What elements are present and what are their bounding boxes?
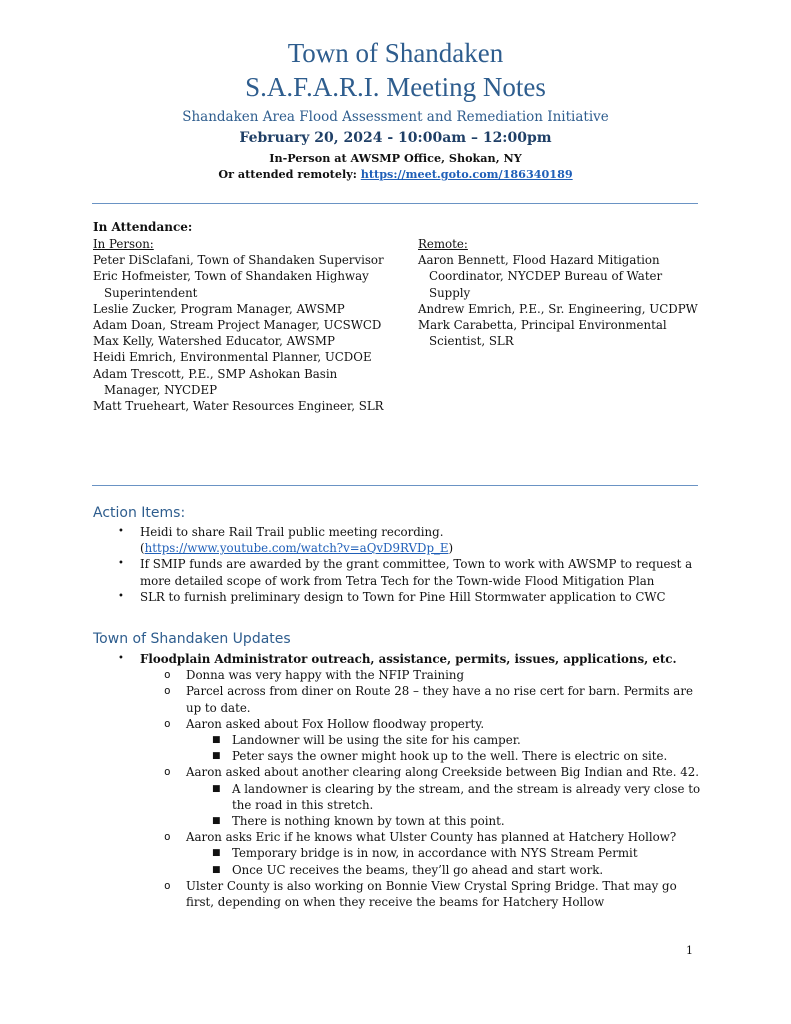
remote-label: Remote: [418,237,468,251]
hollow-bullet-icon: o [164,716,171,730]
document-title-line1: Town of Shandaken [287,38,504,68]
hollow-bullet-icon: o [164,765,171,779]
attendee: Matt Trueheart, Water Resources Engineer, SLR [93,399,384,414]
updates-heading: Town of Shandaken Updates [93,631,291,647]
attendee: Mark Carabetta, Principal Environmental Scientist, SLR [418,318,667,349]
square-bullet-icon: ■ [212,816,221,827]
attendee: Adam Trescott, P.E., SMP Ashokan Basin Manager, NYCDEP [93,366,338,397]
square-bullet-icon: ■ [212,848,221,859]
remote-prefix: Or attended remotely: [218,167,361,181]
divider-middle [92,485,698,486]
page-number: 1 [686,944,693,957]
document-subtitle: Shandaken Area Flood Assessment and Remediation Initiative [182,109,609,125]
hollow-bullet-icon: o [164,830,171,844]
bullet-icon: • [118,653,124,664]
update-subitem: o Donna was very happy with the NFIP Training [164,668,465,683]
bullet-icon: • [118,526,124,537]
update-topic: • Floodplain Administrator outreach, assistance, permits, issues, applications, etc. [118,652,677,666]
attendee: Max Kelly, Watershed Educator, AWSMP [93,334,335,349]
update-subitem: o Parcel across from diner on Route 28 – they have a no rise cert for barn. Permits are up to date. [164,684,693,715]
square-bullet-icon: ■ [212,783,221,794]
hollow-bullet-icon: o [164,878,171,892]
action-items-heading: Action Items: [93,505,186,521]
square-bullet-icon: ■ [212,864,221,875]
remote-meeting-link[interactable]: https://meet.goto.com/186340189 [360,167,573,181]
update-subitem: o Aaron asked about another clearing along Creekside between Big Indian and Rte. 42. [164,765,699,780]
hollow-bullet-icon: o [164,668,171,682]
attendee: Heidi Emrich, Environmental Planner, UCDOE [93,350,372,365]
meeting-location: In-Person at AWSMP Office, Shokan, NY [269,151,522,165]
attendee: Peter DiSclafani, Town of Shandaken Supervisor [93,253,384,268]
update-detail: ■ A landowner is clearing by the stream, and the stream is already very close to the road in this stretch. [212,781,701,812]
action-item: • Heidi to share Rail Trail public meeting recording. (https://www.youtube.com/watch?v=aQvD9RVDp_E) [118,525,454,556]
square-bullet-icon: ■ [212,735,221,746]
remote-column [418,236,703,349]
update-subitem: o Aaron asked about Fox Hollow floodway property. [164,716,485,731]
bullet-icon: • [118,558,124,570]
attendee: Leslie Zucker, Program Manager, AWSMP [93,301,345,316]
action-item: • SLR to furnish preliminary design to Town for Pine Hill Stormwater application to CWC [118,589,666,604]
remote-attendance-line [0,167,791,181]
update-subitem: o Aaron asks Eric if he knows what Ulster County has planned at Hatchery Hollow? [164,830,677,845]
recording-link[interactable]: https://www.youtube.com/watch?v=aQvD9RVDp_E [144,541,449,556]
hollow-bullet-icon: o [164,684,171,698]
document-title-line2: S.A.F.A.R.I. Meeting Notes [245,72,546,102]
meeting-date: February 20, 2024 - 10:00am – 12:00pm [239,130,552,146]
attendee: Aaron Bennett, Flood Hazard Mitigation Coordinator, NYCDEP Bureau of Water Supply [418,253,663,300]
update-detail: ■ Once UC receives the beams, they’ll go ahead and start work. [212,862,604,877]
bullet-icon: • [118,590,124,602]
update-subitem: o Ulster County is also working on Bonnie View Crystal Spring Bridge. That may go first, depending on when they receive the beams for Hatchery Hollow [164,878,677,910]
updates-list [0,651,791,910]
action-item: • If SMIP funds are awarded by the grant committee, Town to work with AWSMP to request a more detailed scope of work from Tetra Tech for the Town-wide Flood Mitigation Plan [118,557,693,588]
update-detail: ■ There is nothing known by town at this point. [212,814,505,829]
attendee: Eric Hofmeister, Town of Shandaken Highway Superintendent [93,269,369,300]
in-person-column [93,236,393,414]
action-items-list [0,524,791,605]
attendance-heading: In Attendance: [93,220,193,234]
update-detail: ■ Landowner will be using the site for his camper. [212,733,521,748]
update-detail: ■ Peter says the owner might hook up to the well. There is electric on site. [212,749,668,764]
update-detail: ■ Temporary bridge is in now, in accordance with NYS Stream Permit [212,846,638,861]
square-bullet-icon: ■ [212,751,221,762]
attendee: Adam Doan, Stream Project Manager, UCSWCD [93,318,382,333]
attendee: Andrew Emrich, P.E., Sr. Engineering, UCDPW [418,301,698,316]
divider-top [92,203,698,204]
in-person-label: In Person: [93,237,154,251]
